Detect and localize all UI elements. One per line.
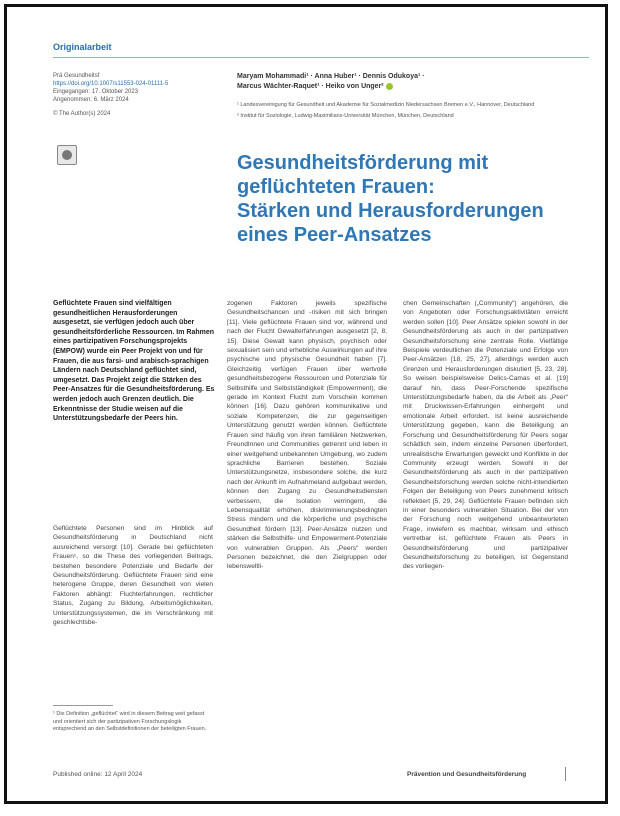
body-column-2: zogenen Faktoren jeweils spezifische Gesundheitschancen und -risiken mit sich bringen [11]. Viele geflüchtete Frauen sind vor, während und nach der Flucht Gewalterfahrungen ausgesetzt [2, 8, 15]. Diese Gewalt kann physisch, psychisch oder sexualisiert sein und erhebliche Auswirkungen auf ihre psychische und physische Gesundheit haben [7]. Gleichzeitig verfügen Frauen über wertvolle gesundheitsbezogene Ressourcen und Potenziale für Selbsthilfe und Selbstständigkeit (Empowerment), die gerade im Kontext Flucht zum Vorschein kommen können [16]. Dazu gehören kommunikative und soziale Kompetenzen, die zur gegenseitigen Unterstützung genutzt werden können. Geflüchtete Frauen sind häufig von ihren familiären Netzwerken, FreundInnen und Communities getrennt und leben in einer weitgehend unbekannten Umgebung, wo zudem sprachliche Barrieren bestehen. Soziale Unterstützungsnetze, insbesondere solche, die kurz nach der Ankunft im Aufnahmeland aufgebaut werden, können den Zugang zu Gesundheitsdiensten verbessern, die Isolation verringern, die Lebensqualität erhöhen, diskriminierungsbedingten Stress mindern und die körperliche und psychische Gesundheit fördern [13]. Peer-Ansätze nutzen und stärken die Selbsthilfe- und Empowerment-Potenziale von vulnerablen Gruppen. Als „Peers“ werden Personen bezeichnet, die den Zielgruppen oder lebensweltli- [227,300,387,571]
article-type-label: Originalarbeit [53,42,112,52]
header-rule [53,57,589,58]
body-column-1: Geflüchtete Personen sind im Hinblick auf Gesundheitsförderung in Deutschland nicht ausreichend versorgt [10]. Gerade bei geflüchteten Frauen¹, so die These des vorliegenden Beitrags, bestehen besondere Potenziale und Bedarfe der Gesundheitsförderung. Geflüchtete Frauen sind eine heterogene Gruppe, deren Gesundheit von vielen Faktoren abhängt: Fluchterfahrungen, rechtlicher Status, Zugang zu Bildung, Arbeitsmöglichkeiten, Unterstützungssystemen, die im Verschränkung mit geschlechtsbe- [53,525,213,627]
affiliation: ² Institut für Soziologie, Ludwig-Maximilians-Universität München, München, Deutschland [237,112,454,119]
body-column-3: chen Gemeinschaften („Community“) angehören, die von Angeboten oder Forschungsaktivitäten erreicht werden sollen [10]. Peer Ansätze spielen sowohl in der Gesundheitsförderung als auch in der partizipativen Gesundheitsforschung eine zentrale Rolle. Vielfältige Beispiele verdeutlichen die Potenziale und Erfolge von Peer-Ansätzen [18, 25, 27], allerdings werden auch Grenzen und Herausforderungen diskutiert [5, 23, 28]. So weisen beispielsweise Delics-Camas et al. [19] darauf hin, dass Peer-Forschende spezifische Unterstützungsbedarfe haben, da die Arbeit als „Peer“ mit Druckwissen-Erfahrungen einhergeht und emotionale Arbeit erfordert. Ist keine ausreichende Unterstützung gegeben, kann die Beteiligung an Forschung und Gesundheitsförderung für Peers sogar schädlich sein, indem einzelne Personen überfordert, unrealistische Erwartungen geweckt und Konflikte in der Community erzeugt werden. Sowohl in der Gesundheitsförderung als auch in der partizipativen Gesundheitsforschung werden solche nicht-intendierten Folgen der Beteiligung von Peers zunehmend kritisch reflektiert [5, 29, 24]. Geflüchtete Frauen befinden sich in einer besonders vulnerablen Situation. Bei der von der Forschung noch weitgehend unbeantworteten Frage, inwiefern es machbar, wirksam und ethisch vertretbar ist, geflüchtete Frauen als Peers in Gesundheitsförderung und partizipativer Gesundheitsforschung zu beteiligen, ist Gegenstand des vorliegen- [403,300,568,571]
accepted-date: Angenommen: 6. März 2024 [53,97,129,103]
title-line: Gesundheitsförderung mit [237,152,489,174]
title-line: Stärken und Herausforderungen [237,200,544,222]
affiliations [237,102,577,123]
footnote: ¹ Die Definition „geflüchtet“ wird in diesem Beitrag weit gefasst und orientiert sich der partizipativen Forschungslogik entsprechend an den Selbstdefinitionen der beteiligten Frauen. [53,711,207,732]
affiliation: ¹ Landesvereinigung für Gesundheit und Akademie für Sozialmedizin Niedersachsen Bremen e.V., Hannover, Deutschland [237,102,535,108]
footnote-divider [53,705,113,706]
received-date: Eingegangen: 17. Oktober 2023 [53,89,139,95]
publication-date-footer: Published online: 12 April 2024 [53,771,143,778]
footer-divider [565,767,566,781]
article-page [27,29,593,789]
journal-footer: Prävention und Gesundheitsförderung [407,771,527,778]
title-line: eines Peer-Ansatzes [237,224,432,246]
publication-meta [53,72,213,118]
author-list [237,72,577,92]
copyright: © The Author(s) 2024 [53,111,111,117]
orcid-icon[interactable] [386,83,393,90]
abstract: Geflüchtete Frauen sind vielfältigen gesundheitlichen Herausforderungen ausgesetzt, sie verfügen jedoch auch über gesundheitsförderliche Ressourcen. Im Rahmen eines partizipativen Forschungsprojekts (EMPOW) wurde ein Peer Projekt von und für Frauen, die aus farsi- und arabisch-sprachigen Ländern nach Deutschland geflüchtet sind, umgesetzt. Das Projekt zeigt die Stärken des Peer-Ansatzes für die Gesundheitsförderung. Es werden jedoch auch Grenzen deutlich. Die Erkenntnisse der Studie weisen auf die Unterstützungsbedarfe der Peers hin. [53,300,215,423]
author-line-2: Marcus Wächter-Raquet¹ · Heiko von Unger² [237,82,577,92]
publisher-logo-icon [57,145,77,165]
doi-link[interactable]: https://doi.org/10.1007/s11553-024-01111-5 [53,81,169,87]
page-border [4,4,608,804]
title-line: geflüchteten Frauen: [237,176,435,198]
author-line: Maryam Mohammadi¹ · Anna Huber¹ · Dennis Odukoya¹ · [237,73,425,80]
journal-name: Prä Gesundheitsf [53,73,100,79]
article-title [237,151,577,247]
